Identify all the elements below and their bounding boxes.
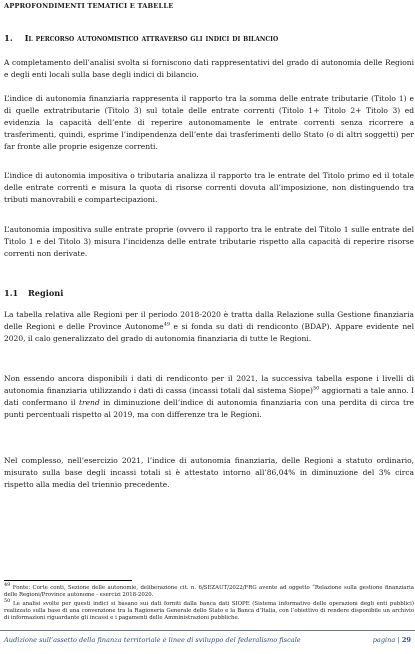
running-head: APPROFONDIMENTI TEMATICI E TABELLE <box>4 2 174 10</box>
paragraph-autonomia-finanziaria: L’indice di autonomia finanziaria rappresenta il rapporto tra la somma delle entrate tributarie (Titolo 1) e di quelle extratributarie (Titolo 3) sul totale delle entrate correnti (Titolo 1+ Titolo 2+ Titolo 3) ed evidenzia la capacità dell’ente di reperire autonomamente le entrate correnti senza ricorrere a trasferimenti, quindi, esprime l’indipendenza dell’ente dai trasferimenti dello Stato (o di altri soggetti) per far fronte alle proprie esigenze correnti. <box>4 94 414 151</box>
subsection-number: 1.1 <box>4 288 19 298</box>
paragraph-text: e si fonda su dati di rendiconto (BDAP). Appare evidente nel 2020, il calo generalizzato del grado di autonomia finanziaria di tutte le Regioni. <box>4 321 414 343</box>
paragraph-intro: A completamento dell’analisi svolta si forniscono dati rappresentativi del grado di autonomia delle Regioni e degli enti locali sulla base degli indici di bilancio. <box>4 58 414 79</box>
paragraph-regioni-tabella <box>4 309 414 345</box>
paragraph-text: Non essendo ancora disponibili i dati di rendiconto per il 2021, la successiva tabella espone i livelli di autonomia finanziaria utilizzando i dati di cassa (incassi totali dal sistema Siope) <box>4 374 414 395</box>
footer-divider <box>0 630 415 631</box>
section-title-text: Il percorso autonomistico attraverso gli indici di bilancio <box>24 33 279 43</box>
paragraph-regioni-2021: Nel complesso, nell’esercizio 2021, l’indice di autonomia finanziaria, delle Regioni a statuto ordinario, misurato sulla base degli incassi totali si è attestato intorno all’86,04% in diminuzione del 3% circa rispetto alla media del triennio precedente. <box>4 456 414 489</box>
paragraph-autonomia-impositiva: L’indice di autonomia impositiva o tributaria analizza il rapporto tra le entrate del Titolo primo ed il totale delle entrate correnti e misura la quota di risorse correnti dovuta all’imposizione, non distinguendo tra tributi manovrabili e compartecipazioni. <box>4 171 414 204</box>
footnote-marker: 49 <box>4 582 11 589</box>
paragraph-text: La tabella relativa alle Regioni per il periodo 2018-2020 è tratta dalla Relazione sulla Gestione finanziaria delle Regioni e delle Province Autonome <box>4 310 414 331</box>
footnote-ref[interactable]: 50 <box>312 385 320 392</box>
footer-page-indicator <box>373 636 411 644</box>
subsection-title-text: Regioni <box>27 288 64 298</box>
section-number: 1. <box>4 33 13 43</box>
paragraph-text: aggiornati a tale anno. I dati confermano il <box>4 385 414 407</box>
page-label: pagina <box>372 636 396 644</box>
footnote-50 <box>4 598 414 622</box>
footnote-marker: 50 <box>4 598 11 605</box>
page-separator: | <box>397 636 400 644</box>
paragraph-text: in diminuzione dell’indice di autonomia finanziaria con una perdita di circa tre punti percentuali rispetto al 2019, ma con differenze tra le Regioni. <box>4 397 414 419</box>
section-title <box>4 33 278 43</box>
footer-title: Audizione sull’assetto della finanza territoriale e linee di sviluppo del federalismo fiscale <box>4 636 301 644</box>
footnote-49 <box>4 582 414 599</box>
paragraph-autonomia-entrate-proprie: L’autonomia impositiva sulle entrate proprie (ovvero il rapporto tra le entrate del Titolo 1 sulle entrate del Titolo 1 e del Titolo 3) misura l’incidenza delle entrate tributarie rispetto alla capacità di reperire risorse correnti non derivate. <box>4 225 414 258</box>
footnote-divider <box>4 580 132 581</box>
footnote-ref[interactable]: 49 <box>163 321 171 328</box>
footnote-text: Le analisi svolte per questi indici si basano sui dati forniti dalla banca dati SIOPE (Sistema informativo delle operazioni degli enti pubblici) realizzato sulla base di una convenzione tra la Ragioneria Generale dello Stato e la Banca d’Italia, con l’obiettivo di rendere disponibile un archivio di informazioni riguardante gli incassi e i pagamenti delle Amministrazioni pubbliche. <box>4 601 414 622</box>
trend-word: trend <box>79 397 100 407</box>
paragraph-regioni-cassa <box>4 373 414 421</box>
footnote-text: Fonte: Corte conti, Sezione delle autonomie, deliberazione cit. n. 6/SEZAUT/2022/FRG avente ad oggetto “Relazione sulla gestione finanziaria delle Regioni/Province autonome - esercizi 2018-2020. <box>4 585 414 599</box>
subsection-title <box>4 288 63 298</box>
page-number: 29 <box>401 636 411 644</box>
